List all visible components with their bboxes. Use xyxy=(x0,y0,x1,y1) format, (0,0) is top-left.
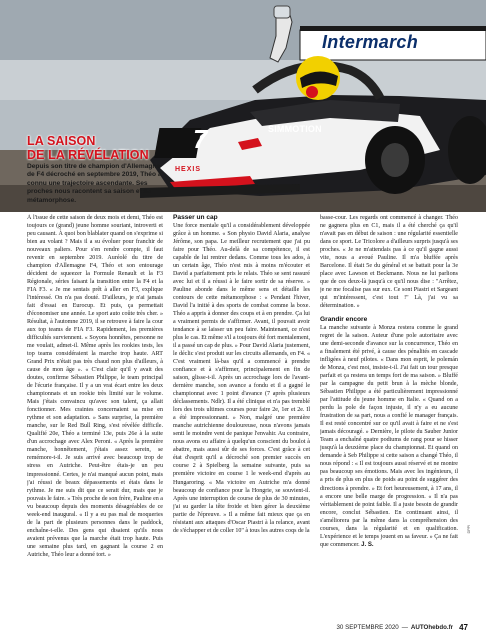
article-headline xyxy=(27,134,157,162)
article-column-2 xyxy=(173,214,310,624)
article-column-3 xyxy=(320,214,458,624)
rear-wing-sponsor: Intermarch xyxy=(322,32,419,52)
livery-sponsor-text: SIMMOTION xyxy=(268,124,322,134)
headline-line-2: DE LA RÉVÉLATION xyxy=(27,148,149,162)
team-logo-text: HEXIS xyxy=(175,166,202,173)
column-3-text-b: La manche suivante à Monza restera comme le grand regret de la saison. Auteur d'une pole autoritaire avec une demi-seconde d'avance sur la concurrence, Théo en a finalement été privé, à cause des pénalités en cascade infligées à neuf pilotes. « Dans mon esprit, le polemán de Monza, c'est moi, insiste-t-il. J'ai fait un tour presque parfait et ça restera un temps fort de ma saison. » Bluffé par la campagne du petit brun à la mèche blonde, Sébastien Philippe a été particulièrement impressionné par l'attitude du jeune homme en Italie. « Quand on a perdu la pole de façon injuste, il n'y a eu aucune frustration de sa part, nous a confié le manager français. Il est resté concentré sur ce qu'il avait à faire et ne s'est jamais découragé. » Dernière, le pilote du Sauber Junior Team a enchaîné quatre podiums de rang pour se hisser jusqu'à la deuxième place du championnat. Et quand on demande à Seb Philippe si cette saison a changé Théo, il nous répond : « Il est toujours aussi réservé et ne montre pas beaucoup ses émotions. Mais avec les ingénieurs, il a pris de plus en plus de poids au point de suggérer des directions à prendre. » Et fort heureusement, à 17 ans, il a encore une belle marge de progression. « Il n'a pas véritablement de point faible. Il a juste besoin de grandir encore, conclut Sébastien. En continuant ainsi, il s'améliorera par la même dans la compréhension des courses, dans la régularité et en qualification. L'expérience et le temps jouent en sa faveur. » Ça ne fait que commencer. xyxy=(320,325,458,548)
headline-line-1: LA SAISON xyxy=(27,134,96,148)
author-initials: J. S. xyxy=(361,541,374,548)
page-folio xyxy=(328,622,468,634)
section-heading-grandir-encore: Grandir encore xyxy=(320,316,368,324)
column-3-paragraph-b xyxy=(320,324,458,548)
page-number: 47 xyxy=(459,623,468,632)
car-number: 7 xyxy=(193,124,208,154)
folio-separator: — xyxy=(401,624,408,631)
article-column-1 xyxy=(27,214,163,624)
section-heading-passer-un-cap: Passer un cap xyxy=(173,214,218,221)
article-standfirst: Depuis son titre de champion d'Allemagne de F4 décroché en septembre 2019, Théo a connu une trajectoire ascendante. Ses proches nous racontent sa saison et sa métamorphose. xyxy=(27,163,162,204)
column-1-paragraph: À l'issue de cette saison de deux mois et demi, Théo est toujours ce (grand) jeune homme souriant, introverti et peu causant. À quoi bon blablater quand on s'exprime si bien au volant ? Mais il a su évoluer pour franchir de nouveaux paliers. Pour s'en rendre compte, il faut revenir en septembre 2019. Auréolé du titre de champion d'Allemagne F4, Théo et son entourage décident de squeezer la Formule Renault et la F3 Régionale, séries faisant la transition entre la F4 et la FIA F3. « Je me sentais prêt à aller en F3, explique l'intéressé. On n'a pas douté. D'ailleurs, je n'ai jamais fait d'essai en Eurocup. Et puis, ça permettait d'économiser une année. Le sport auto coûte très cher. » Résultat, à l'automne 2019, il se retrouve à faire la cour aux top teams de FIA F3. Rapidement, les premières difficultés surviennent. « Soyons honnêtes, personne ne me voulait, admet-il. Même après les rookies tests, les top teams considéraient la marche trop haute. ART Grand Prix n'était pas très chaud non plus d'ailleurs, à cause de mon âge ». « C'est clair qu'il y avait des doutes, confirme Sébastien Philippe, le team principal de l'écurie française. Il y a un vrai écart entre les deux championnats et un rookie très limité sur le volume. Mais j'étais convaincu qu'avec son talent, ça allait fonctionner. Mes craintes concernaient sa mise en rythme et son adaptation. » Sans surprise, la première manche, sur le Red Bull Ring, s'est révélée difficile. Qualifié 20e, Théo a terminé 13e, puis 26e à la suite d'un accrochage avec Alex Peroni. « Après la première manche, honnêtement, j'étais assez serein, se remémore-t-il. Je suis arrivé avec beaucoup trop de stress en Autriche. Peut-être étais-je un peu impressionné. Certes, je n'ai manqué aucun point, mais j'ai réussi de beaux dépassements et étais dans le rythme. Je me suis dit que ce serait dur, mais que je pouvais le faire. » Très proche de son frère, Pauline en a vu beaucoup depuis des moments désagréables de ce week-end inaugural. « Il y a eu pas mal de moqueries de la part de plusieurs personnes dans le paddock, enchaîne-t-elle. Des gens qui disaient qu'ils nous avaient prévenus que la marche était trop haute. Puis une semaine plus tard, en gagnant la course 2 en Autriche, Théo leur a donné tort. » xyxy=(27,215,163,558)
column-3-paragraph-a: basse-cour. Les regards ont commencé à changer. Théo ne gagnera plus en C1, mais il a été cherché ça qu'il n'avait pas en début de saison : une régularité essentielle dans ce sport. Le Tricolore a d'ailleurs surpris jusqu'à ses proches. « Je ne m'attendais pas à ce qu'il gagne aussi vite, nous a avoué Pauline. Il m'a bluffée après Barcelone. Il était 5e du général et se battait pour la 3e place avec Lawson et Beckmann. Nous ne lui parlions que de ces deux-là jusqu'à ce qu'il nous dise : "Arrêtez, je ne me focalise pas sur eux. Ce sont Piastri et Sargeant qui m'intéressent, c'est tout !" Là, j'ai vu sa détermination. » xyxy=(320,215,458,310)
photo-credit: DPPI xyxy=(467,525,471,534)
publication-brand: AUTOhebdo.fr xyxy=(410,624,454,631)
column-2-paragraph: Une force mentale qu'il a considérablement développée grâce à un homme. « Son physio David Alaria, analyse Jérôme, son papa. Le meilleur recrutement que j'ai pu faire pour Théo. Au-delà de sa compétence, il est capable de lui rentrer dedans. Comme tous les ados, à un certain âge, Théo n'est mis à moins m'écouter et David a parfaitement pris le relais. Théo se sent rassuré avec lui et il a réussi à le faire sortir de sa réserve. » Pauline abonde dans le même sens et détaille les contours de cette métamorphose : « Pendant l'hiver, David l'a initié à des sports de combat comme la boxe. Théo a appris à donner des coups et à en prendre. Ça lui a vraiment permis de s'affirmer. Avant, il pouvait avoir tendance à se laisser un peu faire. Maintenant, ce n'est plus le cas. Et même s'il a toujours été fort mentalement, il a passé un cap de plus. » Pour David Alaria justement, le déclic s'est produit sur les circuits allemands, en F4. « C'est vraiment là-bas qu'il a commencé à prendre confiance et à s'affirmer, principalement en fin de saison, glisse-t-il. Après un accrochage lors de l'avant-dernière manche, son avance a fondu et il a gagné le championnat avec 1 point d'avance (7 après plusieurs déclassements. Ndlr). Il a été clinique et n'a pas tremblé lors des trois ultimes courses pour faire 2e, 1er et 2e. Il a été impressionnant. » Non, malgré une première manche autrichienne douloureuse, nous n'avons jamais senti le moindre vent de panique l'envahir. Au contraire, nous avons eu affaire à quelqu'un conscient du boulot à abattre, mais aussi sûr de ses forces. C'est grâce à cet état d'esprit qu'il a décroché son premier succès en course 2 à Spielberg la semaine suivante, puis sa première victoire en course 1 le week-end d'après au Hungaroring. « Ma victoire en Autriche m'a donné beaucoup de confiance pour la Hongrie, se souvient-il. Après une interruption de course de plus de 30 minutes, j'ai su garder la tête froide et bien gérer la deuxième partie de l'épreuve. » Il a même fait mieux que ça en résistant aux attaques d'Oscar Piastri à la relance, avant de s'échapper et de coller 10" à tous les autres coqs de la xyxy=(173,223,310,534)
issue-date: 30 SEPTEMBRE 2020 xyxy=(336,624,399,631)
